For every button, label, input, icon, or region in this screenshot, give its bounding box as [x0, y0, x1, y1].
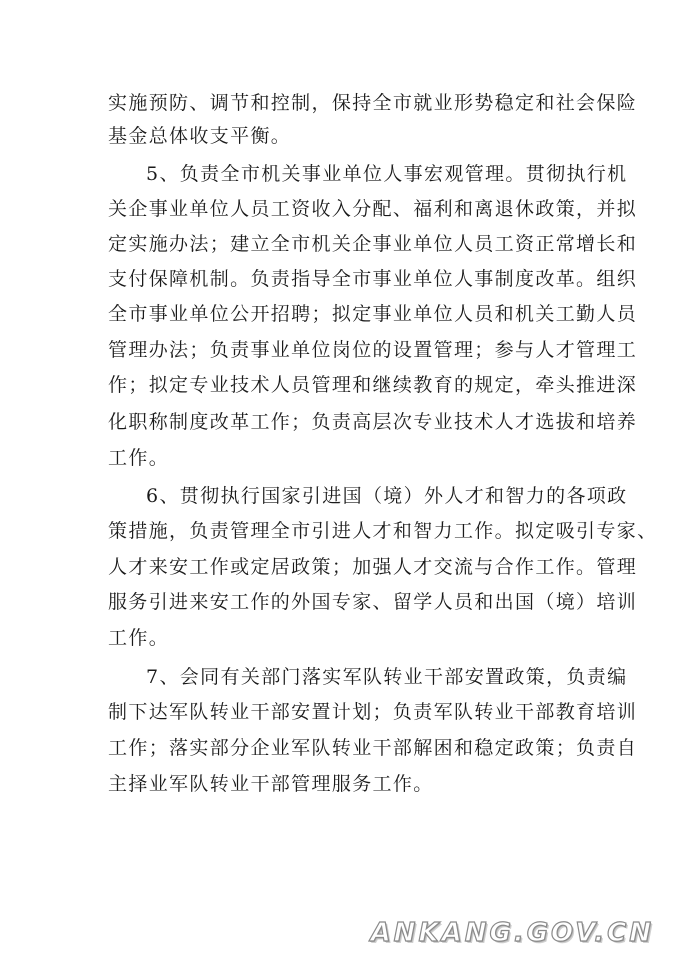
text-line: 策措施，负责管理全市引进人才和智力工作。拟定吸引专家、: [108, 520, 658, 542]
text-line: 主择业军队转业干部管理服务工作。: [108, 773, 434, 795]
text-line: 人才来安工作或定居政策；加强人才交流与合作工作。管理: [108, 556, 638, 578]
text-line: 支付保障机制。负责指导全市事业单位人事制度改革。组织: [108, 268, 638, 290]
text-line: 工作。: [108, 627, 170, 649]
text-line: 全市事业单位公开招聘；拟定事业单位人员和机关工勤人员: [108, 303, 638, 325]
text-line: 作；拟定专业技术人员管理和继续教育的规定，牵头推进深: [108, 374, 638, 396]
text-line: 关企事业单位人员工资收入分配、福利和离退休政策，并拟: [108, 198, 638, 220]
paragraph-5-start: 5、负责全市机关事业单位人事宏观管理。贯彻执行机: [146, 163, 628, 185]
text-line: 服务引进来安工作的外国专家、留学人员和出国（境）培训: [108, 591, 638, 613]
text-line: 制下达军队转业干部安置计划；负责军队转业干部教育培训: [108, 701, 638, 723]
text-line: 实施预防、调节和控制，保持全市就业形势稳定和社会保险: [108, 92, 638, 114]
site-watermark: ANKANG.GOV.CN: [370, 918, 654, 948]
text-line: 管理办法；负责事业单位岗位的设置管理；参与人才管理工: [108, 339, 638, 361]
text-line: 化职称制度改革工作；负责高层次专业技术人才选拔和培养: [108, 411, 638, 433]
text-line: 工作；落实部分企业军队转业干部解困和稳定政策；负责自: [108, 737, 638, 759]
paragraph-7-start: 7、会同有关部门落实军队转业干部安置政策，负责编: [146, 666, 628, 688]
text-line: 定实施办法；建立全市机关企事业单位人员工资正常增长和: [108, 233, 638, 255]
text-line: 基金总体收支平衡。: [108, 125, 292, 147]
paragraph-6-start: 6、贯彻执行国家引进国（境）外人才和智力的各项政: [146, 485, 628, 507]
text-line: 工作。: [108, 447, 170, 469]
